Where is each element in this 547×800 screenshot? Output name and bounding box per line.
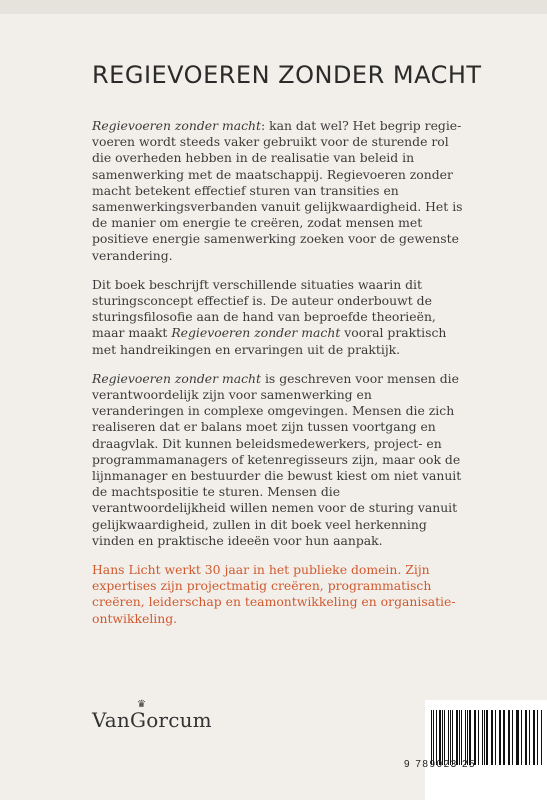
barcode-label: [425, 700, 547, 800]
barcode-bar: [509, 710, 510, 765]
barcode-bar: [436, 710, 437, 765]
barcode-bar: [444, 710, 445, 765]
author-bio: Hans Licht werkt 30 jaar in het publieke domein. Zijn expertises zijn projectmatig creëren, programmatisch creëren, leiderschap en teamontwikkeling en organisatie- ontwikkeling.: [92, 562, 456, 626]
barcode-bar: [484, 710, 485, 765]
barcode-bar: [474, 710, 475, 765]
blurb-paragraph-1: [92, 118, 464, 264]
barcode-bar: [486, 710, 488, 765]
barcode-bar: [433, 710, 434, 765]
barcode-bar: [431, 710, 432, 765]
blurb-body: [92, 118, 464, 640]
barcode-bar: [526, 710, 527, 765]
barcode-bar: [500, 710, 501, 765]
barcode-bar: [537, 710, 539, 765]
book-title-italic: Regievoeren zonder macht: [92, 370, 261, 386]
barcode-bar: [503, 710, 505, 765]
barcode-bar: [475, 710, 476, 765]
barcode-bar: [529, 710, 530, 765]
barcode-bar: [450, 710, 451, 765]
barcode-bar: [525, 710, 526, 765]
barcode-bar: [456, 710, 458, 765]
barcode-bar: [452, 710, 453, 765]
paragraph-text: vooral praktisch met handreikingen en ervaringen uit de praktijk.: [92, 325, 447, 357]
barcode-bar: [492, 710, 493, 765]
crown-icon: ♛: [137, 699, 147, 710]
barcode-bar: [495, 710, 496, 765]
barcode-bar: [491, 710, 492, 765]
publisher-logo: [92, 699, 212, 732]
barcode-bar: [461, 710, 462, 765]
barcode-bar: [499, 710, 500, 765]
publisher-name: VanGorcum: [92, 708, 212, 732]
barcode-bar: [442, 710, 443, 765]
barcode-bar: [533, 710, 534, 765]
back-cover-title: REGIEVOEREN ZONDER MACHT: [92, 61, 482, 89]
paragraph-text: Dit boek beschrijft verschillende situaties waarin dit sturingsconcept effectief is. De auteur onderbouwt de sturingsfilosofie aan de hand van beproefde theorieën, maar maakt: [92, 276, 436, 341]
barcode-bar: [478, 710, 479, 765]
top-edge-band: [0, 0, 547, 14]
barcode-bar: [467, 710, 468, 765]
isbn-number: 9 789023 25: [404, 759, 477, 770]
barcode-bar: [534, 710, 535, 765]
barcode-bar: [541, 710, 542, 765]
barcode-bar: [521, 710, 522, 765]
barcode-bar: [482, 710, 483, 765]
book-title-italic: Regievoeren zonder macht: [92, 118, 261, 133]
blurb-paragraph-2: [92, 277, 464, 358]
book-title-italic: Regievoeren zonder macht: [171, 325, 341, 341]
barcode-bar: [469, 710, 471, 765]
blurb-paragraph-3: [92, 371, 464, 549]
barcode-bar: [459, 710, 460, 765]
barcode-icon: [431, 710, 543, 765]
barcode-bar: [508, 710, 509, 765]
barcode-bar: [516, 710, 517, 765]
barcode-bar: [517, 710, 519, 765]
barcode-bar: [512, 710, 513, 765]
barcode-bar: [448, 710, 449, 765]
paragraph-text: is geschreven voor mensen die verantwoordelijk zijn voor samenwerking en veranderingen in complexe omgevingen. Mensen die zich realiseren dat er balans moet zijn tussen voortgang en draagvlak. Dit kunnen beleidsmedewerkers, project- en programmamanagers of ketenregisseurs zijn, maar ook de lijnmanager en bestuurder die bewust kiest om niet vanuit de machtspositie te sturen. Mensen die verantwoordelijkheid willen nemen voor de sturing vanuit gelijkwaardigheid, zullen in dit boek veel herkenning vinden en praktische ideeën voor hun aanpak.: [92, 370, 462, 548]
paragraph-text: : kan dat wel? Het begrip regie- voeren wordt steeds vaker gebruikt voor de sturende rol die overheden hebben in de realisatie van beleid in samenwerking met de maatschappij. Regievoeren zonder macht betekent effectief sturen van transities en samenwerkingsverbanden vanuit gelijkwaardigheid. Het is de manier om energie te creëren, zodat mensen met positieve energie samenwerking zoeken voor de gewenste verandering.: [92, 118, 463, 263]
barcode-bar: [439, 710, 441, 765]
barcode-bar: [465, 710, 466, 765]
